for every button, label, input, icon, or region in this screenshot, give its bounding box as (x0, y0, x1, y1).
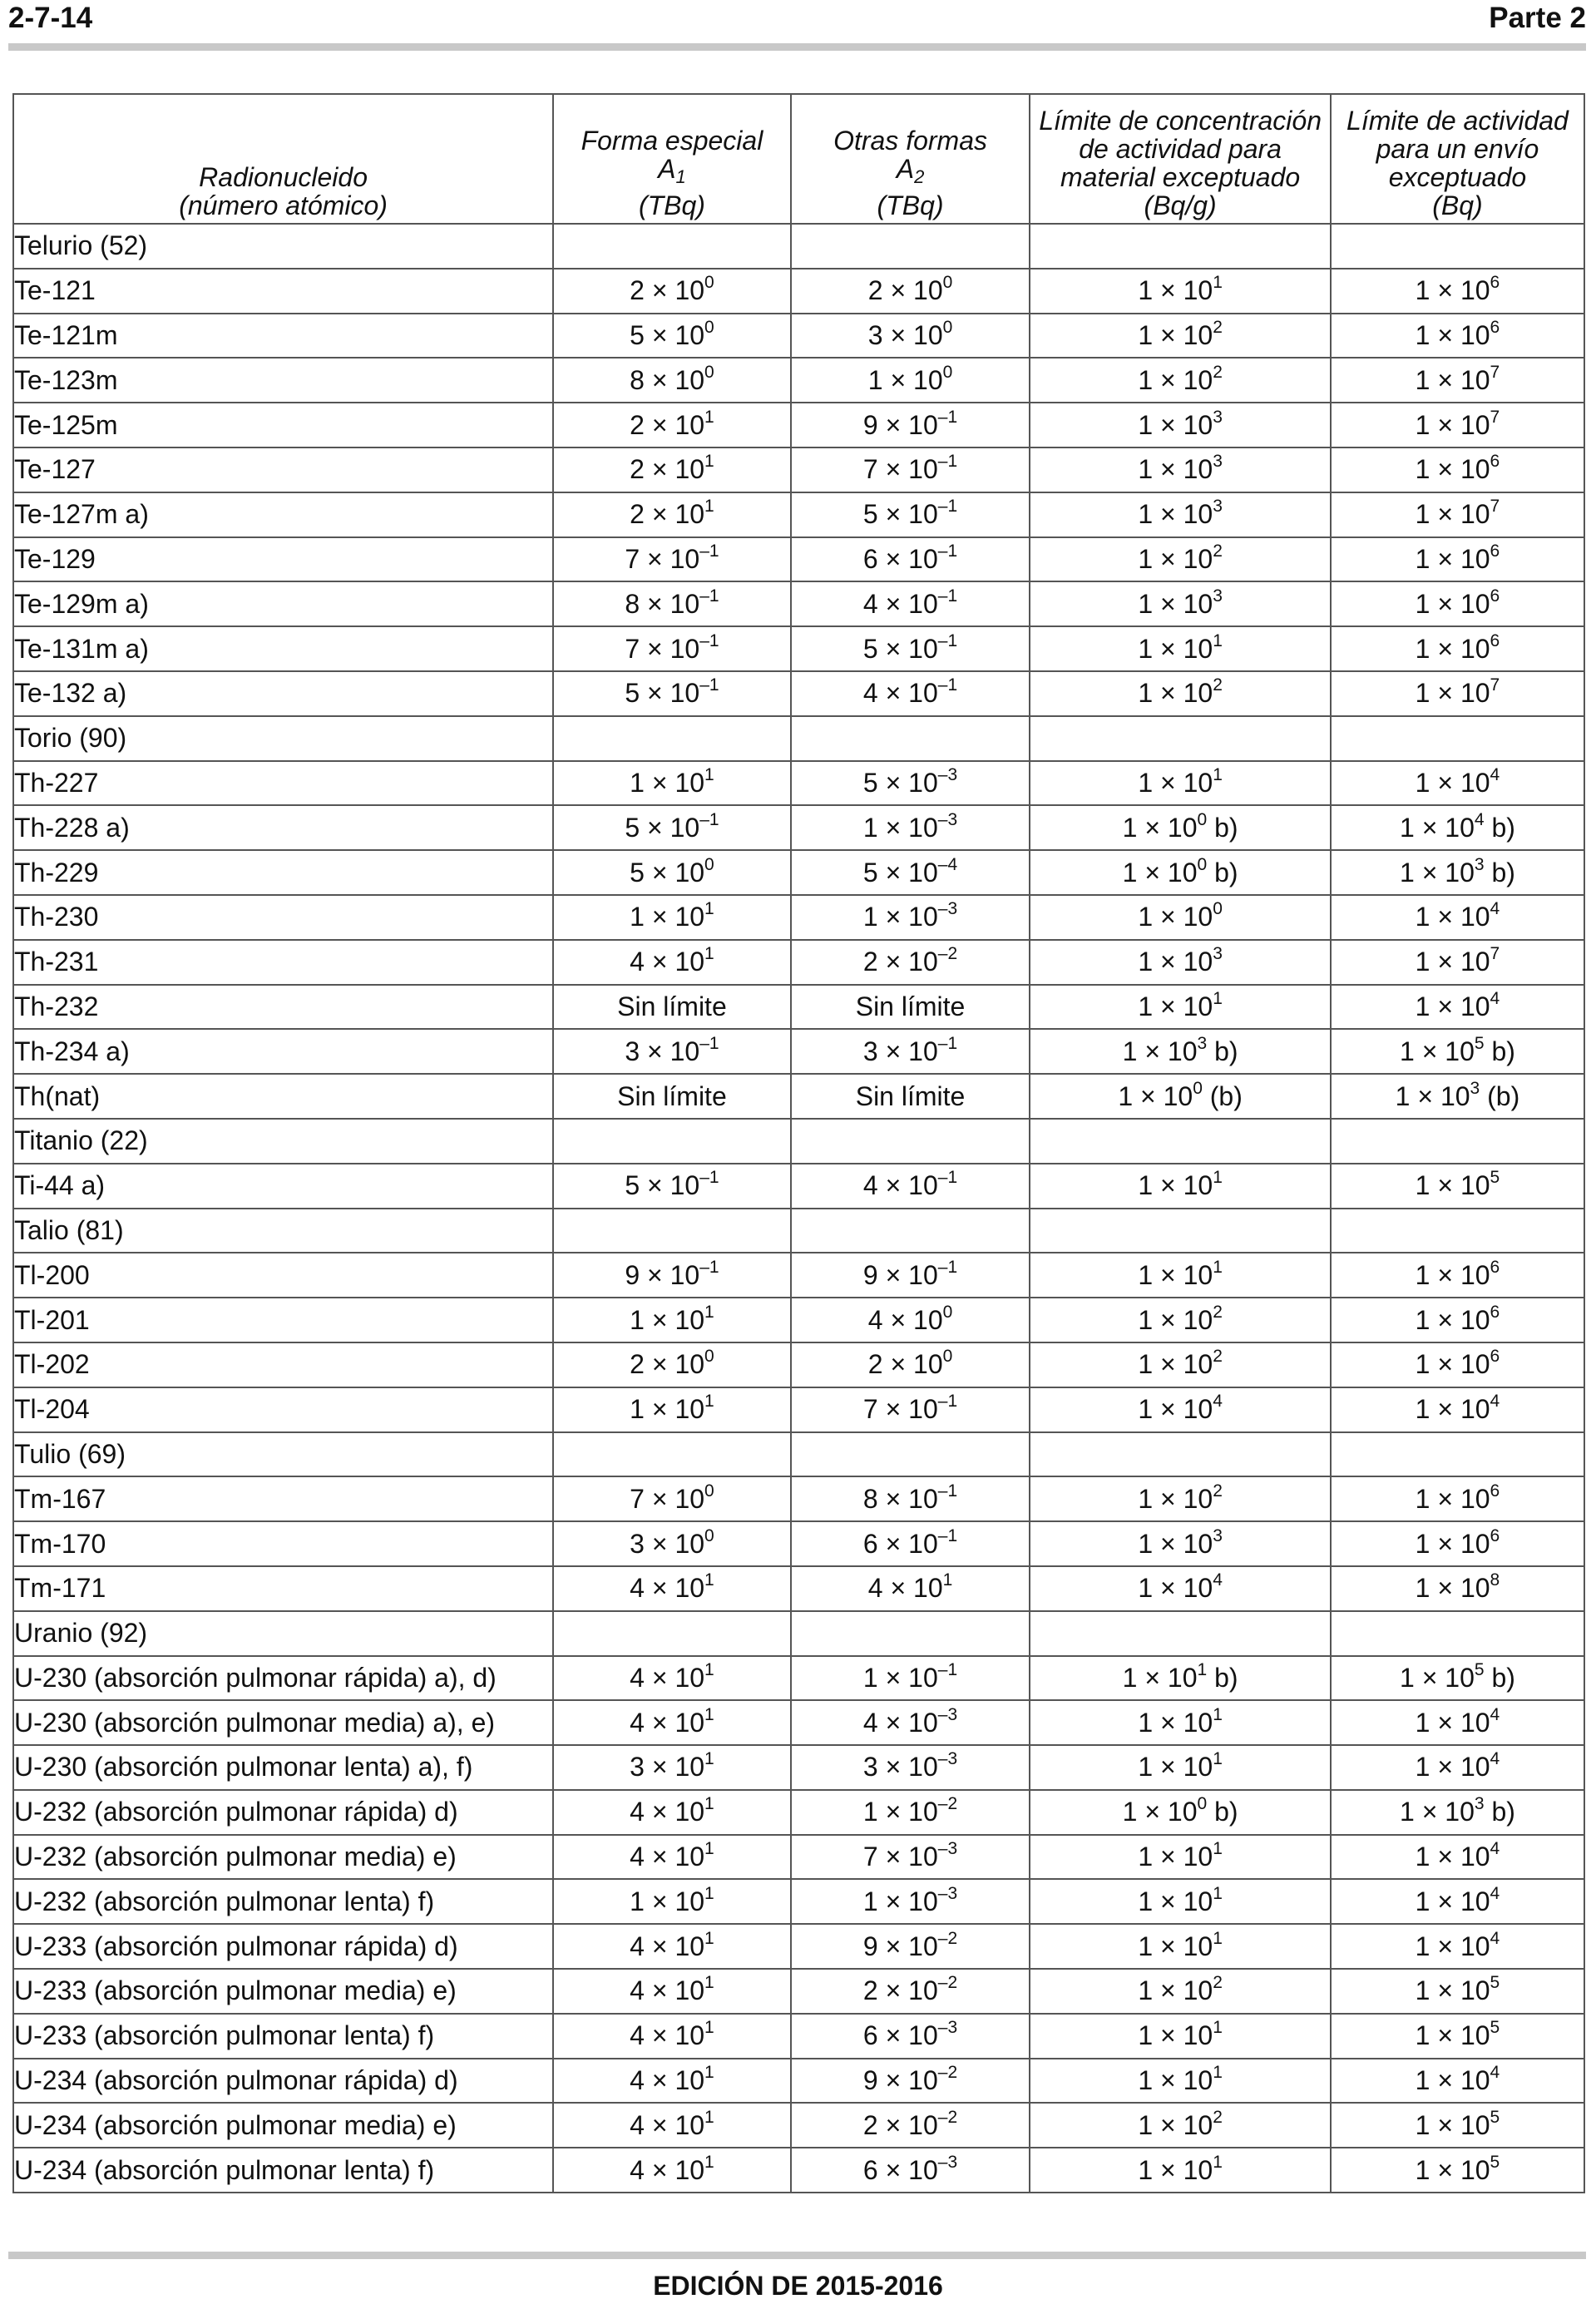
header-a2-symbol: A (896, 154, 915, 184)
concentration-limit-value: $1 \times 10^2$ (1030, 2103, 1331, 2148)
special-form-value: $4 \times 10^1$ (553, 2059, 791, 2104)
special-form-value: $2 \times 10^1$ (553, 447, 791, 492)
element-group-name: Torio (90) (13, 716, 553, 761)
concentration-limit-value: $1 \times 10^1$ (1030, 269, 1331, 314)
radionuclide-name: Te-123m (13, 358, 553, 403)
table-row (13, 985, 1584, 1030)
other-forms-value: $1 \times 10^0$ (791, 358, 1030, 403)
special-form-value (553, 1432, 791, 1477)
consignment-limit-value: $1 \times 10^6$ (1331, 1298, 1584, 1342)
concentration-limit-value: $1 \times 10^3$ (1030, 581, 1331, 626)
other-forms-value: Sin límite (791, 1074, 1030, 1119)
special-form-value: $4 \times 10^1$ (553, 1924, 791, 1969)
radionuclide-name: U-232 (absorción pulmonar lenta) f) (13, 1879, 553, 1924)
consignment-limit-value: $1 \times 10^5$ (1331, 2148, 1584, 2193)
element-group-row (13, 224, 1584, 269)
header-concentration-limit (1030, 94, 1331, 224)
element-group-row (13, 1119, 1584, 1164)
other-forms-value: Sin límite (791, 985, 1030, 1030)
table-row (13, 1342, 1584, 1387)
special-form-value: $1 \times 10^1$ (553, 761, 791, 806)
element-group-name: Talio (81) (13, 1209, 553, 1253)
special-form-value: $4 \times 10^1$ (553, 1656, 791, 1701)
special-form-value: $2 \times 10^0$ (553, 269, 791, 314)
radionuclide-name: Th-228 a) (13, 805, 553, 850)
table-row (13, 492, 1584, 537)
other-forms-value (791, 716, 1030, 761)
consignment-limit-value: $1 \times 10^6$ (1331, 537, 1584, 582)
consignment-limit-value: $1 \times 10^6$ (1331, 1476, 1584, 1521)
special-form-value: $1 \times 10^1$ (553, 895, 791, 940)
radionuclide-name: Th-231 (13, 940, 553, 985)
table-row (13, 1074, 1584, 1119)
concentration-limit-value: $1 \times 10^1$ (1030, 2014, 1331, 2059)
concentration-limit-value (1030, 1209, 1331, 1253)
radionuclide-name: Te-132 a) (13, 671, 553, 716)
special-form-value: $8 \times 10^{-1}$ (553, 581, 791, 626)
table-row (13, 1566, 1584, 1611)
other-forms-value (791, 224, 1030, 269)
special-form-value: $1 \times 10^1$ (553, 1387, 791, 1432)
other-forms-value: $1 \times 10^{-3}$ (791, 895, 1030, 940)
other-forms-value (791, 1611, 1030, 1656)
table-row (13, 671, 1584, 716)
consignment-limit-value: $1 \times 10^4$ (1331, 1924, 1584, 1969)
consignment-limit-value (1331, 1119, 1584, 1164)
consignment-limit-value (1331, 1611, 1584, 1656)
concentration-limit-value: $1 \times 10^1$ (1030, 1879, 1331, 1924)
special-form-value (553, 1611, 791, 1656)
consignment-limit-value (1331, 1432, 1584, 1477)
other-forms-value: $3 \times 10^{-1}$ (791, 1029, 1030, 1074)
special-form-value: $2 \times 10^1$ (553, 403, 791, 447)
other-forms-value: $3 \times 10^0$ (791, 314, 1030, 358)
radionuclide-name: U-234 (absorción pulmonar media) e) (13, 2103, 553, 2148)
special-form-value: $3 \times 10^0$ (553, 1521, 791, 1566)
radionuclide-name: Tl-201 (13, 1298, 553, 1342)
table-row (13, 1253, 1584, 1298)
table-row (13, 1387, 1584, 1432)
special-form-value: $5 \times 10^{-1}$ (553, 805, 791, 850)
concentration-limit-value: $1 \times 10^2$ (1030, 314, 1331, 358)
special-form-value: $5 \times 10^0$ (553, 850, 791, 895)
consignment-limit-value: $1 \times 10^5$ (1331, 2103, 1584, 2148)
consignment-limit-value: $1 \times 10^5$ (1331, 2014, 1584, 2059)
concentration-limit-value: $1 \times 10^1$ (1030, 1924, 1331, 1969)
other-forms-value: $1 \times 10^{-3}$ (791, 805, 1030, 850)
concentration-limit-value: $1 \times 10^1$ (1030, 2059, 1331, 2104)
consignment-limit-value: $1 \times 10^6$ (1331, 269, 1584, 314)
consignment-limit-value: $1 \times 10^5$ (1331, 1164, 1584, 1209)
radionuclide-name: Th(nat) (13, 1074, 553, 1119)
header-a2-subscript: 2 (914, 166, 925, 187)
other-forms-value: $6 \times 10^{-3}$ (791, 2014, 1030, 2059)
special-form-value: Sin límite (553, 985, 791, 1030)
other-forms-value: $1 \times 10^{-1}$ (791, 1656, 1030, 1701)
element-group-name: Titanio (22) (13, 1119, 553, 1164)
concentration-limit-value: $1 \times 10^0$ b) (1030, 1790, 1331, 1835)
part-label: Parte 2 (1489, 2, 1586, 34)
radionuclide-name: Th-229 (13, 850, 553, 895)
other-forms-value: $1 \times 10^{-3}$ (791, 1879, 1030, 1924)
special-form-value: $4 \times 10^1$ (553, 2148, 791, 2193)
radionuclide-name: Th-230 (13, 895, 553, 940)
consignment-limit-value: $1 \times 10^4$ b) (1331, 805, 1584, 850)
consignment-limit-value: $1 \times 10^4$ (1331, 1700, 1584, 1745)
radionuclide-name: Te-121 (13, 269, 553, 314)
other-forms-value: $2 \times 10^{-2}$ (791, 2103, 1030, 2148)
special-form-value: $9 \times 10^{-1}$ (553, 1253, 791, 1298)
header-other-forms-label: Otras formas (833, 126, 987, 156)
concentration-limit-value: $1 \times 10^1$ (1030, 1835, 1331, 1880)
header-conc-line1: Límite de concentración (1039, 106, 1322, 136)
special-form-value: $4 \times 10^1$ (553, 1969, 791, 2014)
radionuclide-name: Tm-167 (13, 1476, 553, 1521)
concentration-limit-value: $1 \times 10^0$ (1030, 895, 1331, 940)
other-forms-value: $2 \times 10^0$ (791, 1342, 1030, 1387)
radionuclide-name: U-230 (absorción pulmonar rápida) a), d) (13, 1656, 553, 1701)
header-env-line3: exceptuado (1388, 162, 1527, 192)
consignment-limit-value: $1 \times 10^7$ (1331, 940, 1584, 985)
special-form-value: $2 \times 10^1$ (553, 492, 791, 537)
table-row (13, 1164, 1584, 1209)
header-env-line1: Límite de actividad (1346, 106, 1569, 136)
consignment-limit-value: $1 \times 10^3$ b) (1331, 850, 1584, 895)
consignment-limit-value: $1 \times 10^6$ (1331, 314, 1584, 358)
radionuclide-name: Tl-204 (13, 1387, 553, 1432)
other-forms-value: $3 \times 10^{-3}$ (791, 1745, 1030, 1790)
consignment-limit-value: $1 \times 10^7$ (1331, 403, 1584, 447)
consignment-limit-value: $1 \times 10^3$ b) (1331, 1790, 1584, 1835)
other-forms-value (791, 1119, 1030, 1164)
other-forms-value: $8 \times 10^{-1}$ (791, 1476, 1030, 1521)
other-forms-value: $5 \times 10^{-4}$ (791, 850, 1030, 895)
table-row (13, 1476, 1584, 1521)
special-form-value: $5 \times 10^{-1}$ (553, 671, 791, 716)
header-other-forms (791, 94, 1030, 224)
element-group-row (13, 1611, 1584, 1656)
consignment-limit-value (1331, 1209, 1584, 1253)
other-forms-value: $2 \times 10^{-2}$ (791, 940, 1030, 985)
table-row (13, 2014, 1584, 2059)
table-row (13, 537, 1584, 582)
concentration-limit-value: $1 \times 10^2$ (1030, 1342, 1331, 1387)
other-forms-value: $2 \times 10^0$ (791, 269, 1030, 314)
header-conc-line2: de actividad para (1079, 134, 1282, 164)
radionuclide-name: U-234 (absorción pulmonar lenta) f) (13, 2148, 553, 2193)
table-row (13, 2103, 1584, 2148)
table-row (13, 581, 1584, 626)
concentration-limit-value: $1 \times 10^1$ b) (1030, 1656, 1331, 1701)
table-row (13, 761, 1584, 806)
concentration-limit-value: $1 \times 10^1$ (1030, 1700, 1331, 1745)
special-form-value: $4 \times 10^1$ (553, 1835, 791, 1880)
header-conc-line3: material exceptuado (1060, 162, 1301, 192)
concentration-limit-value: $1 \times 10^1$ (1030, 1745, 1331, 1790)
consignment-limit-value: $1 \times 10^6$ (1331, 447, 1584, 492)
concentration-limit-value: $1 \times 10^3$ b) (1030, 1029, 1331, 1074)
concentration-limit-value: $1 \times 10^1$ (1030, 2148, 1331, 2193)
consignment-limit-value: $1 \times 10^8$ (1331, 1566, 1584, 1611)
table-row (13, 626, 1584, 671)
consignment-limit-value: $1 \times 10^6$ (1331, 1521, 1584, 1566)
concentration-limit-value (1030, 716, 1331, 761)
concentration-limit-value: $1 \times 10^4$ (1030, 1566, 1331, 1611)
header-special-form-unit: (TBq) (638, 190, 705, 220)
other-forms-value: $7 \times 10^{-1}$ (791, 1387, 1030, 1432)
table-header-row (13, 94, 1584, 224)
header-other-forms-unit: (TBq) (877, 190, 944, 220)
consignment-limit-value: $1 \times 10^4$ (1331, 1835, 1584, 1880)
other-forms-value: $5 \times 10^{-3}$ (791, 761, 1030, 806)
table-body (13, 224, 1584, 2193)
concentration-limit-value: $1 \times 10^3$ (1030, 447, 1331, 492)
consignment-limit-value: $1 \times 10^4$ (1331, 2059, 1584, 2104)
other-forms-value: $4 \times 10^{-1}$ (791, 671, 1030, 716)
consignment-limit-value: $1 \times 10^5$ (1331, 1969, 1584, 2014)
other-forms-value: $9 \times 10^{-2}$ (791, 1924, 1030, 1969)
other-forms-value: $6 \times 10^{-3}$ (791, 2148, 1030, 2193)
special-form-value (553, 1209, 791, 1253)
table-row (13, 314, 1584, 358)
special-form-value: $5 \times 10^0$ (553, 314, 791, 358)
element-group-row (13, 1432, 1584, 1477)
header-consignment-limit (1331, 94, 1584, 224)
radionuclide-name: Th-234 a) (13, 1029, 553, 1074)
table-row (13, 2059, 1584, 2104)
radionuclide-name: Te-125m (13, 403, 553, 447)
special-form-value (553, 1119, 791, 1164)
special-form-value: $1 \times 10^1$ (553, 1879, 791, 1924)
other-forms-value: $6 \times 10^{-1}$ (791, 537, 1030, 582)
table-row (13, 1700, 1584, 1745)
table-row (13, 403, 1584, 447)
radionuclide-name: Tm-170 (13, 1521, 553, 1566)
radionuclide-name: Te-127 (13, 447, 553, 492)
other-forms-value: $4 \times 10^{-1}$ (791, 1164, 1030, 1209)
consignment-limit-value: $1 \times 10^5$ b) (1331, 1656, 1584, 1701)
table-row (13, 895, 1584, 940)
page-number: 2-7-14 (8, 2, 93, 34)
table-row (13, 447, 1584, 492)
other-forms-value: $4 \times 10^1$ (791, 1566, 1030, 1611)
special-form-value (553, 716, 791, 761)
concentration-limit-value: $1 \times 10^2$ (1030, 1476, 1331, 1521)
special-form-value: $4 \times 10^1$ (553, 940, 791, 985)
concentration-limit-value: $1 \times 10^4$ (1030, 1387, 1331, 1432)
table-row (13, 2148, 1584, 2193)
header-radionuclide-sub: (número atómico) (179, 190, 388, 220)
concentration-limit-value: $1 \times 10^3$ (1030, 403, 1331, 447)
table-row (13, 850, 1584, 895)
edition-footer: EDICIÓN DE 2015-2016 (653, 2271, 943, 2301)
other-forms-value: $4 \times 10^{-3}$ (791, 1700, 1030, 1745)
special-form-value: $8 \times 10^0$ (553, 358, 791, 403)
concentration-limit-value: $1 \times 10^0$ b) (1030, 805, 1331, 850)
header-env-line2: para un envío (1376, 134, 1539, 164)
radionuclide-name: U-233 (absorción pulmonar rápida) d) (13, 1924, 553, 1969)
other-forms-value: $7 \times 10^{-1}$ (791, 447, 1030, 492)
consignment-limit-value: $1 \times 10^3$ (b) (1331, 1074, 1584, 1119)
header-conc-unit: (Bq/g) (1144, 190, 1217, 220)
concentration-limit-value: $1 \times 10^1$ (1030, 1253, 1331, 1298)
consignment-limit-value: $1 \times 10^6$ (1331, 581, 1584, 626)
other-forms-value: $4 \times 10^{-1}$ (791, 581, 1030, 626)
consignment-limit-value: $1 \times 10^4$ (1331, 895, 1584, 940)
radionuclide-name: Te-121m (13, 314, 553, 358)
other-forms-value (791, 1432, 1030, 1477)
element-group-name: Tulio (69) (13, 1432, 553, 1477)
concentration-limit-value: $1 \times 10^3$ (1030, 492, 1331, 537)
consignment-limit-value: $1 \times 10^6$ (1331, 1342, 1584, 1387)
special-form-value: $4 \times 10^1$ (553, 1790, 791, 1835)
consignment-limit-value: $1 \times 10^4$ (1331, 985, 1584, 1030)
header-special-form (553, 94, 791, 224)
other-forms-value: $7 \times 10^{-3}$ (791, 1835, 1030, 1880)
radionuclide-name: Tm-171 (13, 1566, 553, 1611)
other-forms-value: $5 \times 10^{-1}$ (791, 492, 1030, 537)
table-row (13, 1656, 1584, 1701)
other-forms-value: $9 \times 10^{-1}$ (791, 1253, 1030, 1298)
concentration-limit-value: $1 \times 10^3$ (1030, 1521, 1331, 1566)
radionuclide-name: U-232 (absorción pulmonar media) e) (13, 1835, 553, 1880)
header-env-unit: (Bq) (1432, 190, 1483, 220)
special-form-value: $4 \times 10^1$ (553, 2103, 791, 2148)
consignment-limit-value: $1 \times 10^4$ (1331, 1745, 1584, 1790)
concentration-limit-value: $1 \times 10^2$ (1030, 671, 1331, 716)
other-forms-value: $4 \times 10^0$ (791, 1298, 1030, 1342)
table-row (13, 1790, 1584, 1835)
radionuclide-name: U-230 (absorción pulmonar lenta) a), f) (13, 1745, 553, 1790)
consignment-limit-value: $1 \times 10^7$ (1331, 492, 1584, 537)
table-row (13, 1835, 1584, 1880)
header-a1-subscript: 1 (675, 166, 686, 187)
other-forms-value: $2 \times 10^{-2}$ (791, 1969, 1030, 2014)
element-group-name: Telurio (52) (13, 224, 553, 269)
table-row (13, 1029, 1584, 1074)
radionuclide-name: U-234 (absorción pulmonar rápida) d) (13, 2059, 553, 2104)
radionuclide-name: Ti-44 a) (13, 1164, 553, 1209)
concentration-limit-value (1030, 1119, 1331, 1164)
radionuclide-table (12, 93, 1585, 2193)
header-special-form-label: Forma especial (581, 126, 763, 156)
concentration-limit-value: $1 \times 10^2$ (1030, 358, 1331, 403)
radionuclide-name: U-233 (absorción pulmonar media) e) (13, 1969, 553, 2014)
radionuclide-name: Tl-202 (13, 1342, 553, 1387)
special-form-value: $5 \times 10^{-1}$ (553, 1164, 791, 1209)
special-form-value: $3 \times 10^{-1}$ (553, 1029, 791, 1074)
consignment-limit-value (1331, 224, 1584, 269)
radionuclide-name: Th-232 (13, 985, 553, 1030)
other-forms-value: $1 \times 10^{-2}$ (791, 1790, 1030, 1835)
concentration-limit-value: $1 \times 10^1$ (1030, 985, 1331, 1030)
header-radionuclide (13, 94, 553, 224)
special-form-value: $4 \times 10^1$ (553, 2014, 791, 2059)
consignment-limit-value: $1 \times 10^6$ (1331, 626, 1584, 671)
radionuclide-name: Te-131m a) (13, 626, 553, 671)
concentration-limit-value: $1 \times 10^2$ (1030, 537, 1331, 582)
concentration-limit-value: $1 \times 10^0$ b) (1030, 850, 1331, 895)
table-row (13, 805, 1584, 850)
concentration-limit-value: $1 \times 10^1$ (1030, 1164, 1331, 1209)
concentration-limit-value (1030, 1432, 1331, 1477)
consignment-limit-value: $1 \times 10^4$ (1331, 761, 1584, 806)
consignment-limit-value: $1 \times 10^4$ (1331, 1387, 1584, 1432)
table-row (13, 1745, 1584, 1790)
other-forms-value: $6 \times 10^{-1}$ (791, 1521, 1030, 1566)
table-row (13, 1879, 1584, 1924)
radionuclide-name: U-230 (absorción pulmonar media) a), e) (13, 1700, 553, 1745)
other-forms-value: $9 \times 10^{-1}$ (791, 403, 1030, 447)
header-radionuclide-label: Radionucleido (199, 162, 368, 192)
concentration-limit-value: $1 \times 10^1$ (1030, 626, 1331, 671)
special-form-value: $4 \times 10^1$ (553, 1700, 791, 1745)
concentration-limit-value: $1 \times 10^3$ (1030, 940, 1331, 985)
concentration-limit-value: $1 \times 10^1$ (1030, 761, 1331, 806)
concentration-limit-value: $1 \times 10^0$ (b) (1030, 1074, 1331, 1119)
table-row (13, 269, 1584, 314)
concentration-limit-value: $1 \times 10^2$ (1030, 1298, 1331, 1342)
table-row (13, 358, 1584, 403)
consignment-limit-value (1331, 716, 1584, 761)
footer-rule (8, 2252, 1586, 2259)
special-form-value: $2 \times 10^0$ (553, 1342, 791, 1387)
special-form-value: $1 \times 10^1$ (553, 1298, 791, 1342)
radionuclide-name: Tl-200 (13, 1253, 553, 1298)
other-forms-value (791, 1209, 1030, 1253)
special-form-value: $7 \times 10^0$ (553, 1476, 791, 1521)
special-form-value: $4 \times 10^1$ (553, 1566, 791, 1611)
header-a1-symbol: A (658, 154, 676, 184)
concentration-limit-value (1030, 224, 1331, 269)
consignment-limit-value: $1 \times 10^4$ (1331, 1879, 1584, 1924)
special-form-value: $7 \times 10^{-1}$ (553, 537, 791, 582)
special-form-value: $3 \times 10^1$ (553, 1745, 791, 1790)
radionuclide-name: Te-129 (13, 537, 553, 582)
other-forms-value: $5 \times 10^{-1}$ (791, 626, 1030, 671)
concentration-limit-value: $1 \times 10^2$ (1030, 1969, 1331, 2014)
consignment-limit-value: $1 \times 10^7$ (1331, 671, 1584, 716)
header-rule (8, 43, 1586, 51)
element-group-name: Uranio (92) (13, 1611, 553, 1656)
consignment-limit-value: $1 \times 10^6$ (1331, 1253, 1584, 1298)
consignment-limit-value: $1 \times 10^5$ b) (1331, 1029, 1584, 1074)
element-group-row (13, 716, 1584, 761)
radionuclide-name: U-232 (absorción pulmonar rápida) d) (13, 1790, 553, 1835)
element-group-row (13, 1209, 1584, 1253)
special-form-value (553, 224, 791, 269)
table-row (13, 940, 1584, 985)
table-row (13, 1924, 1584, 1969)
concentration-limit-value (1030, 1611, 1331, 1656)
table-row (13, 1969, 1584, 2014)
consignment-limit-value: $1 \times 10^7$ (1331, 358, 1584, 403)
table-row (13, 1298, 1584, 1342)
radionuclide-name: Te-127m a) (13, 492, 553, 537)
radionuclide-name: Te-129m a) (13, 581, 553, 626)
radionuclide-name: U-233 (absorción pulmonar lenta) f) (13, 2014, 553, 2059)
special-form-value: Sin límite (553, 1074, 791, 1119)
radionuclide-name: Th-227 (13, 761, 553, 806)
table-row (13, 1521, 1584, 1566)
other-forms-value: $9 \times 10^{-2}$ (791, 2059, 1030, 2104)
special-form-value: $7 \times 10^{-1}$ (553, 626, 791, 671)
